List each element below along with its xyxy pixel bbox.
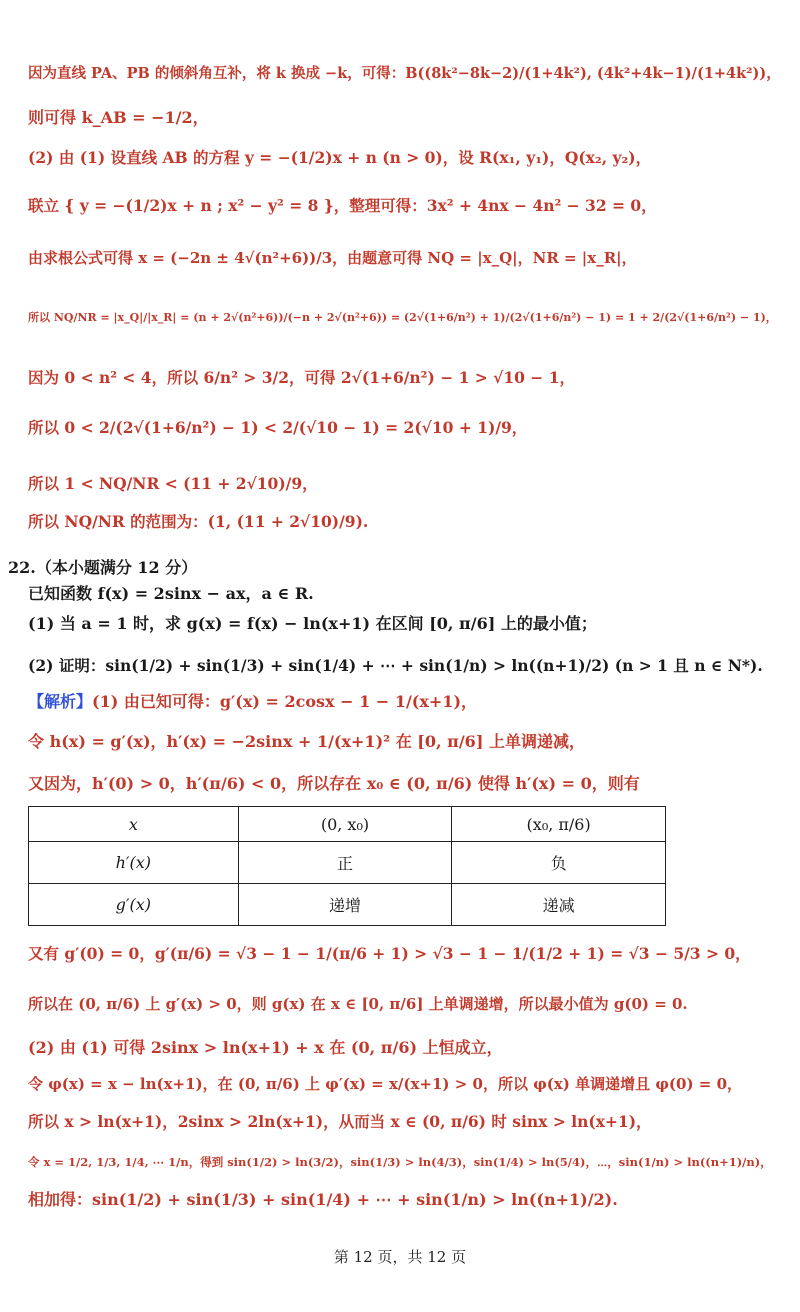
problem22-part1: (1) 当 a = 1 时，求 g(x) = f(x) − ln(x+1) 在区间 [0, π/6] 上的最小值； (28, 614, 597, 633)
solution22-line4: 又有 g′(0) = 0，g′(π/6) = √3 − 1 − 1/(π/6 + 1) > √3 − 1 − 1/(1/2 + 1) = √3 − 5/3 > 0， (28, 944, 751, 963)
table-cell: h′(x) (29, 842, 239, 884)
solution22-line2: 令 h(x) = g′(x)，h′(x) = −2sinx + 1/(x+1)² 在 [0, π/6] 上单调递减， (28, 732, 585, 751)
table-cell: 正 (238, 842, 452, 884)
solution22-line1 (28, 692, 477, 712)
analysis-tag: 【解析】 (28, 692, 93, 711)
solution21-line2: 则可得 k_AB = −1/2， (28, 108, 209, 127)
table-row (29, 842, 666, 884)
table-cell: (0, x₀) (238, 807, 452, 842)
solution22-line10: 相加得：sin(1/2) + sin(1/3) + sin(1/4) + ⋯ + sin(1/n) > ln((n+1)/2). (28, 1190, 618, 1209)
solution21-line1: 因为直线 PA、PB 的倾斜角互补，将 k 换成 −k，可得：B((8k²−8k−2)/(1+4k²), (4k²+4k−1)/(1+4k²))， (28, 65, 781, 82)
solution22-line6: (2) 由 (1) 可得 2sinx > ln(x+1) + x 在 (0, π/6) 上恒成立， (28, 1038, 503, 1057)
solution22-line9: 令 x = 1/2, 1/3, 1/4, ⋯ 1/n，得到 sin(1/2) > ln(3/2)，sin(1/3) > ln(4/3)，sin(1/4) > ln(5/4)，⋯，sin(1/n) > ln((n+1)/n)， (28, 1155, 772, 1169)
problem22-part2: (2) 证明：sin(1/2) + sin(1/3) + sin(1/4) + ⋯ + sin(1/n) > ln((n+1)/2) (n > 1 且 n ∈ N*). (28, 656, 763, 675)
table-cell: (x₀, π/6) (452, 807, 666, 842)
table-cell: 负 (452, 842, 666, 884)
solution21-line8: 所以 0 < 2/(2√(1+6/n²) − 1) < 2/(√10 − 1) = 2(√10 + 1)/9， (28, 418, 528, 437)
table-row (29, 807, 666, 842)
page-footer: 第 12 页，共 12 页 (333, 1248, 467, 1266)
problem22-stem: 已知函数 f(x) = 2sinx − ax，a ∈ R. (28, 584, 314, 603)
solution21-line5: 由求根公式可得 x = (−2n ± 4√(n²+6))/3，由题意可得 NQ = |x_Q|，NR = |x_R|， (28, 249, 637, 267)
table-cell: x (29, 807, 239, 842)
solution22-line8: 所以 x > ln(x+1)，2sinx > 2ln(x+1)，从而当 x ∈ (0, π/6) 时 sinx > ln(x+1)， (28, 1112, 652, 1131)
solution22-line7: 令 φ(x) = x − ln(x+1)，在 (0, π/6) 上 φ′(x) = x/(x+1) > 0，所以 φ(x) 单调递增且 φ(0) = 0， (28, 1075, 743, 1093)
table-row (29, 884, 666, 926)
solution21-line6: 所以 NQ/NR = |x_Q|/|x_R| = (n + 2√(n²+6))/(−n + 2√(n²+6)) = (2√(1+6/n²) + 1)/(2√(1+6/n²) − 1) = 1 + 2/(2√(1+6/n²) − 1)， (28, 311, 777, 324)
table-cell: 递减 (452, 884, 666, 926)
solution22-line1-text: (1) 由已知可得：g′(x) = 2cosx − 1 − 1/(x+1)， (92, 692, 478, 711)
sign-table (28, 806, 666, 926)
table-cell: g′(x) (29, 884, 239, 926)
solution21-line10: 所以 NQ/NR 的范围为：(1, (11 + 2√10)/9). (28, 512, 369, 531)
solution22-line3: 又因为，h′(0) > 0，h′(π/6) < 0，所以存在 x₀ ∈ (0, π/6) 使得 h′(x) = 0，则有 (28, 774, 640, 793)
solution21-line3: (2) 由 (1) 设直线 AB 的方程 y = −(1/2)x + n (n > 0)，设 R(x₁, y₁)，Q(x₂, y₂)， (28, 148, 652, 167)
solution22-line5: 所以在 (0, π/6) 上 g′(x) > 0，则 g(x) 在 x ∈ [0, π/6] 上单调递增，所以最小值为 g(0) = 0. (28, 995, 688, 1013)
solution21-line4: 联立 { y = −(1/2)x + n ; x² − y² = 8 }，整理可得：3x² + 4nx − 4n² − 32 = 0， (28, 196, 657, 215)
solution21-line9: 所以 1 < NQ/NR < (11 + 2√10)/9， (28, 474, 318, 493)
solution21-line7: 因为 0 < n² < 4，所以 6/n² > 3/2，可得 2√(1+6/n²) − 1 > √10 − 1， (28, 368, 575, 387)
problem22-header: 22.（本小题满分 12 分） (8, 558, 198, 577)
table-cell: 递增 (238, 884, 452, 926)
